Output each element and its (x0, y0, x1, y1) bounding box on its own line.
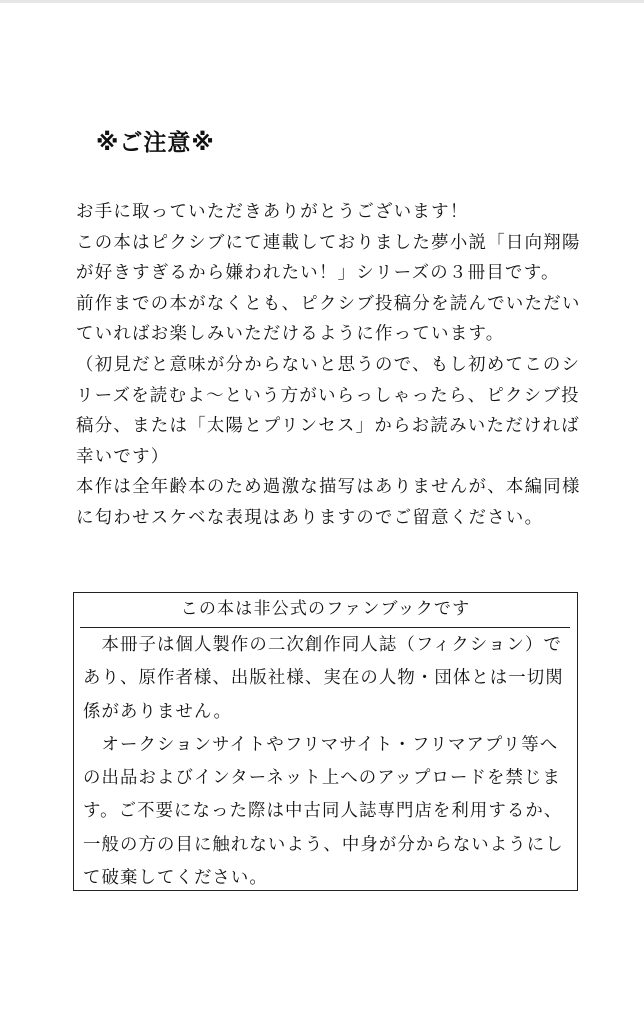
disclaimer-line: オークションサイトやフリマサイト・フリマアプリ等へ (83, 734, 559, 755)
disclaimer-body (83, 629, 573, 895)
intro-line: ていればお楽しみいただけるように作っています。 (76, 324, 505, 345)
notice-title: ※ご注意※ (96, 130, 215, 156)
page-top-edge (0, 0, 644, 3)
intro-line: 稿分、または「太陽とプリンセス」からお読みいただければ (76, 416, 580, 437)
intro-paragraph (76, 197, 581, 534)
intro-line: に匂わせスケベな表現はありますのでご留意ください。 (76, 507, 544, 528)
disclaimer-line: て破棄してください。 (83, 868, 268, 889)
intro-line: リーズを読むよ～という方がいらっしゃったら、ピクシブ投 (76, 385, 580, 406)
disclaimer-line: 本冊子は個人製作の二次創作同人誌（フィクション）で (83, 635, 563, 655)
intro-line: お手に取っていただきありがとうございます！ (76, 202, 469, 222)
disclaimer-line: 係がありません。 (83, 701, 232, 722)
intro-line: この本はピクシブにて連載しておりました夢小説「日向翔陽 (76, 232, 581, 253)
disclaimer-heading: この本は非公式のファンブックです (180, 599, 471, 619)
intro-line: （初見だと意味が分からないと思うので、もし初めてこのシ (76, 354, 581, 375)
intro-line: 幸いです） (76, 446, 170, 467)
disclaimer-line: あり、原作者様、出版社様、実在の人物・団体とは一切関 (83, 668, 564, 689)
disclaimer-line: 一般の方の目に触れないよう、中身が分からないようにし (83, 834, 564, 855)
disclaimer-line: す。ご不要になった際は中古同人誌専門店を利用するか、 (83, 801, 563, 822)
intro-line: 前作までの本がなくとも、ピクシブ投稿分を読んでいただい (76, 293, 581, 314)
disclaimer-line: の出品およびインターネット上へのアップロードを禁じま (83, 768, 561, 789)
intro-line: 本作は全年齢本のため過激な描写はありませんが、本編同様 (76, 477, 581, 498)
intro-line: が好きすぎるから嫌われたい！」シリーズの３冊目です。 (76, 263, 560, 284)
disclaimer-divider (80, 627, 570, 628)
disclaimer-box (73, 592, 578, 891)
